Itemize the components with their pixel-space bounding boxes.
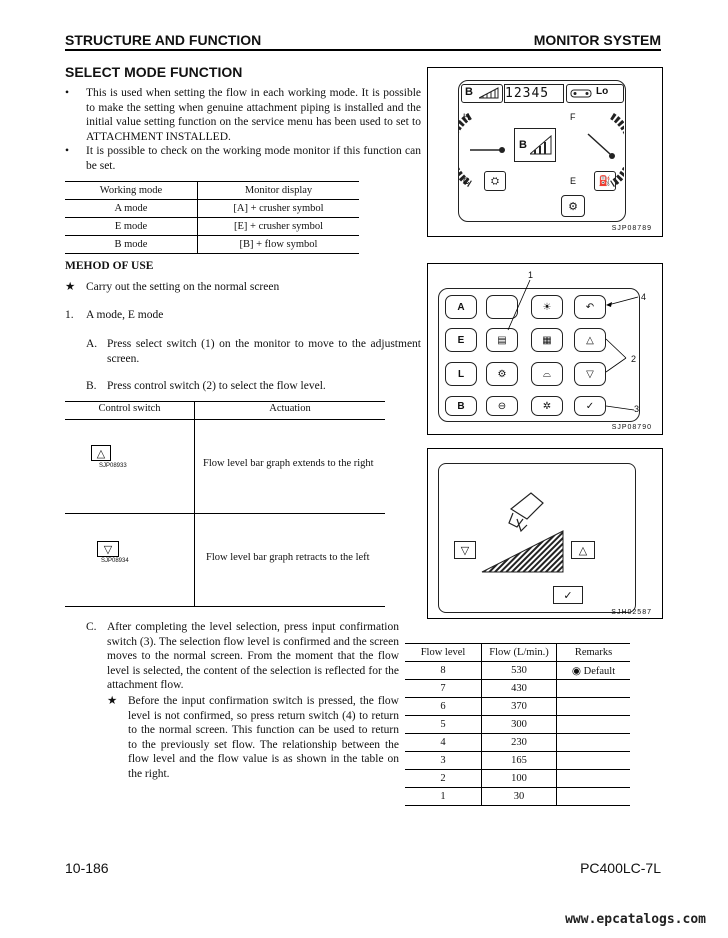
callout-label: 4 (641, 292, 647, 302)
mode-l-key[interactable]: L (445, 362, 477, 386)
engine-icon: ⚙ (561, 195, 585, 217)
step-c (86, 620, 399, 693)
star-icon: ★ (107, 695, 118, 707)
table-row: 3 165 (405, 752, 630, 770)
table-cell: B mode (65, 236, 198, 254)
table-row: 2 100 (405, 770, 630, 788)
table-row (65, 218, 359, 236)
figure-code: SJP08933 (99, 463, 127, 469)
coolant-temp-icon: ⛭ (484, 171, 506, 191)
flow-adjust-figure (427, 448, 663, 619)
actuation-text: Flow level bar graph retracts to the left (206, 552, 370, 563)
method-title: MEHOD OF USE (65, 260, 154, 272)
return-key[interactable]: ↶ (574, 295, 606, 319)
gauge-label: C (463, 176, 470, 186)
up-key[interactable]: △ (574, 328, 606, 352)
fuel-icon: ⛽ (594, 171, 616, 191)
step-letter: A. (86, 338, 98, 350)
up-arrow-icon: △ (571, 541, 595, 559)
section-title: SELECT MODE FUNCTION (65, 64, 243, 80)
step-letter: C. (86, 621, 97, 633)
travel-speed-key[interactable]: ⊖ (486, 396, 518, 416)
model-number: PC400LC-7L (580, 860, 661, 876)
step-a (86, 337, 421, 366)
gauge-label: E (570, 176, 577, 186)
header-rule (65, 49, 661, 51)
figure-code: SJH02587 (611, 609, 652, 616)
table-row: 4 230 (405, 734, 630, 752)
flow-table-header: Flow level (405, 644, 482, 662)
step-text: A mode, E mode (86, 309, 164, 321)
washer-key[interactable]: ✲ (531, 396, 563, 416)
figure-code: SJP08789 (611, 225, 652, 232)
star-note-text: Before the input confirmation switch is pressed, the flow level is not confirmed, so press return switch (4) to return to the normal screen. This function can be used to return to the previously set flow. The relationship between the flow level and the flow value is as shown in the table on the right. (128, 695, 399, 780)
step-letter: B. (86, 380, 97, 392)
flow-table-header: Flow (L/min.) (482, 644, 557, 662)
table-cell: A mode (65, 200, 198, 218)
hour-meter: 12345 (504, 84, 564, 103)
mode-table-header: Monitor display (198, 182, 360, 200)
callout-label: 3 (634, 404, 640, 414)
down-arrow-icon: ▽ (97, 541, 119, 557)
figure-code: SJP08790 (611, 424, 652, 431)
step-text: Press control switch (2) to select the flow level. (107, 380, 326, 392)
step-number: 1. (65, 309, 74, 321)
auto-decel-key[interactable]: ⚙ (486, 362, 518, 386)
flow-level-bar-graph (480, 529, 565, 574)
power-level-indicator: Lo (566, 84, 624, 103)
header-left: STRUCTURE AND FUNCTION (65, 32, 262, 48)
down-arrow-icon: ▽ (454, 541, 476, 559)
flow-bars-icon (479, 87, 499, 99)
control-table-header: Control switch (98, 403, 161, 414)
table-cell: E mode (65, 218, 198, 236)
maintenance-key[interactable]: ▦ (531, 328, 563, 352)
star-note (65, 280, 279, 295)
table-cell: [A] + crusher symbol (198, 200, 360, 218)
table-cell: [E] + crusher symbol (198, 218, 360, 236)
control-table-header: Actuation (269, 403, 311, 414)
figure-code: SJP08934 (101, 558, 129, 564)
wiper-key[interactable]: ⌓ (531, 362, 563, 386)
header-right: MONITOR SYSTEM (533, 32, 661, 48)
flow-table-header: Remarks (557, 644, 631, 662)
select-key[interactable]: ▤ (486, 328, 518, 352)
monitor-screen-figure (427, 67, 663, 237)
table-row: 8 530 ◉ Default (405, 662, 630, 680)
crusher-icon (503, 489, 553, 534)
gauge-label: H (463, 112, 470, 122)
switch-panel-figure (427, 263, 663, 435)
travel-speed-icon (570, 88, 592, 99)
actuation-text: Flow level bar graph extends to the right (203, 458, 374, 469)
callout-label: 2 (631, 354, 637, 364)
mode-indicator: B (461, 84, 503, 103)
callout-label: 1 (528, 270, 534, 280)
confirm-key[interactable]: ✓ (574, 396, 606, 416)
star-note-2 (107, 694, 399, 782)
table-row (65, 200, 359, 218)
step-text: Press select switch (1) on the monitor to move to the adjustment screen. (107, 338, 421, 365)
table-row: 6 370 (405, 698, 630, 716)
table-row: 5 300 (405, 716, 630, 734)
step-text: After completing the level selection, press input confirmation switch (3). The selection flow level is confirmed and the screen moves to the normal screen. From the moment that the flow level is selected, the content of the selection is reflected for the attachment flow. (107, 621, 399, 692)
step-b (86, 379, 421, 394)
control-table (65, 401, 385, 607)
watermark: www.epcatalogs.com (565, 912, 706, 927)
table-row: 1 30 (405, 788, 630, 806)
star-icon: ★ (65, 281, 76, 293)
bullet-item: • This is used when setting the flow in each working mode. It is possible to make the setting when genuine attachment piping is installed and the initial value setting function on the service menu has been used to set to ATTACHMENT INSTALLED. (65, 87, 421, 143)
working-mode-monitor: B (514, 128, 556, 162)
star-note-text: Carry out the setting on the normal screen (86, 281, 280, 293)
bullet-list (65, 86, 421, 174)
confirm-icon: ✓ (553, 586, 583, 604)
table-row: 7 430 (405, 680, 630, 698)
brightness-key[interactable]: ☀ (531, 295, 563, 319)
mode-e-key[interactable]: E (445, 328, 477, 352)
flow-table (405, 643, 630, 806)
bullet-text: It is possible to check on the working mode monitor if this function can be set. (86, 145, 421, 172)
table-row (65, 236, 359, 254)
callout-lines (428, 264, 662, 434)
page-number: 10-186 (65, 860, 109, 876)
mode-table-header: Working mode (65, 182, 198, 200)
bullet-item: • It is possible to check on the working mode monitor if this function can be set. (65, 145, 421, 172)
table-cell: [B] + flow symbol (198, 236, 360, 254)
mode-b-key[interactable]: B (445, 396, 477, 416)
bullet-text: This is used when setting the flow in each working mode. It is possible to make the setting when genuine attachment piping is installed and the initial value setting function on the service menu has been used to set to ATTACHMENT INSTALLED. (86, 87, 421, 143)
flow-bars-icon (530, 135, 552, 155)
mode-a-key[interactable]: A (445, 295, 477, 319)
gauge-label: F (570, 112, 576, 122)
up-arrow-icon: △ (91, 445, 111, 461)
mode-table (65, 181, 359, 254)
step-1 (65, 308, 163, 323)
down-key[interactable]: ▽ (574, 362, 606, 386)
